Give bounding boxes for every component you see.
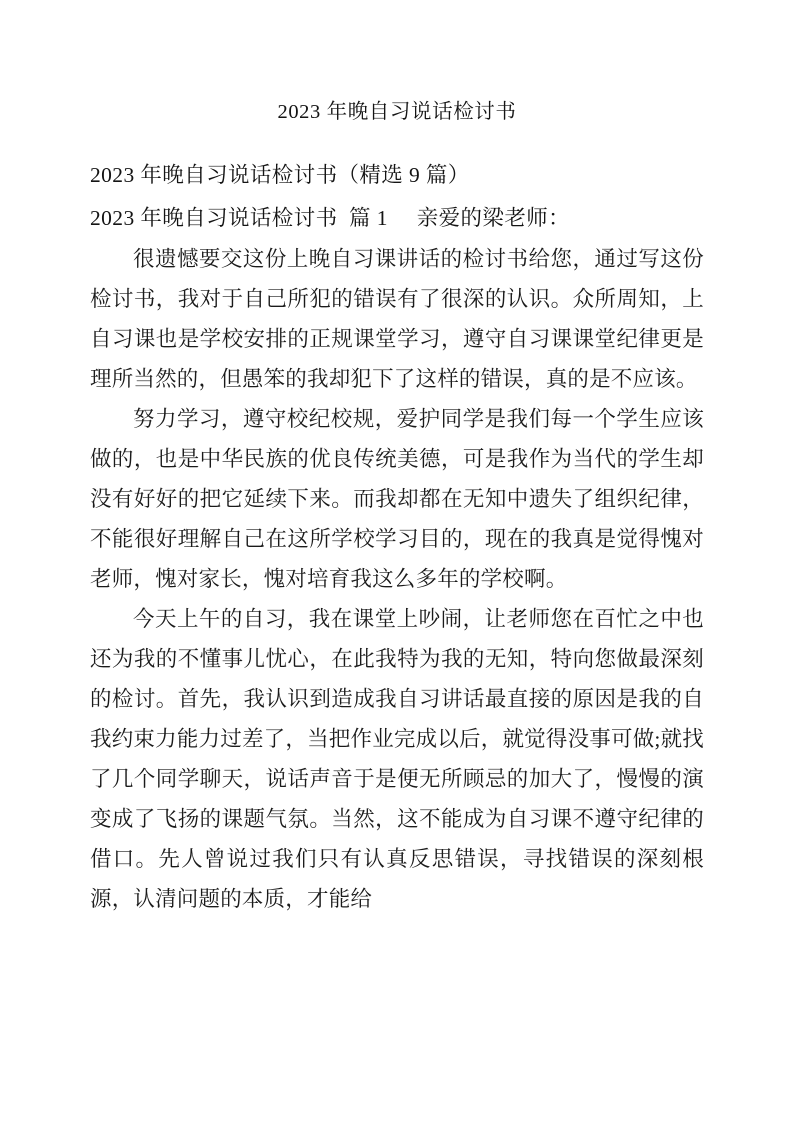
heading-collection: 2023 年晚自习说话检讨书（精选 9 篇）: [90, 163, 470, 187]
body-paragraph-2: 努力学习，遵守校纪校规，爱护同学是我们每一个学生应该做的，也是中华民族的优良传统美德，可是我作为当代的学生却没有好好的把它延续下来。而我却都在无知中遗失了组织纪律，不能很好理解自己在这所学校学习目的，现在的我真是觉得愧对老师，愧对家长，愧对培育我这么多年的学校啊。: [90, 407, 704, 591]
document-text-column: [90, 95, 704, 919]
body-paragraph-1: 很遗憾要交这份上晚自习课讲话的检讨书给您，通过写这份检讨书，我对于自己所犯的错误有了很深的认识。众所周知，上自习课也是学校安排的正规课堂学习，遵守自习课课堂纪律更是理所当然的，但愚笨的我却犯下了这样的错误，真的是不应该。: [90, 247, 704, 391]
page-title: 2023 年晚自习说话检讨书: [277, 101, 517, 123]
body-paragraph-3: 今天上午的自习，我在课堂上吵闹，让老师您在百忙之中也还为我的不懂事儿忧心，在此我特为我的无知，特向您做最深刻的检讨。首先，我认识到造成我自习讲话最直接的原因是我的自我约束力能力过差了，当把作业完成以后，就觉得没事可做;就找了几个同学聊天，说话声音于是便无所顾忌的加大了，慢慢的演变成了飞扬的课题气氛。当然，这不能成为自习课不遵守纪律的借口。先人曾说过我们只有认真反思错误，寻找错误的深刻根源，认清问题的本质，才能给: [90, 607, 704, 911]
heading-entry-and-salutation: 2023 年晚自习说话检讨书 篇 1 亲爱的梁老师：: [90, 206, 571, 230]
title-spacer: [90, 129, 704, 154]
